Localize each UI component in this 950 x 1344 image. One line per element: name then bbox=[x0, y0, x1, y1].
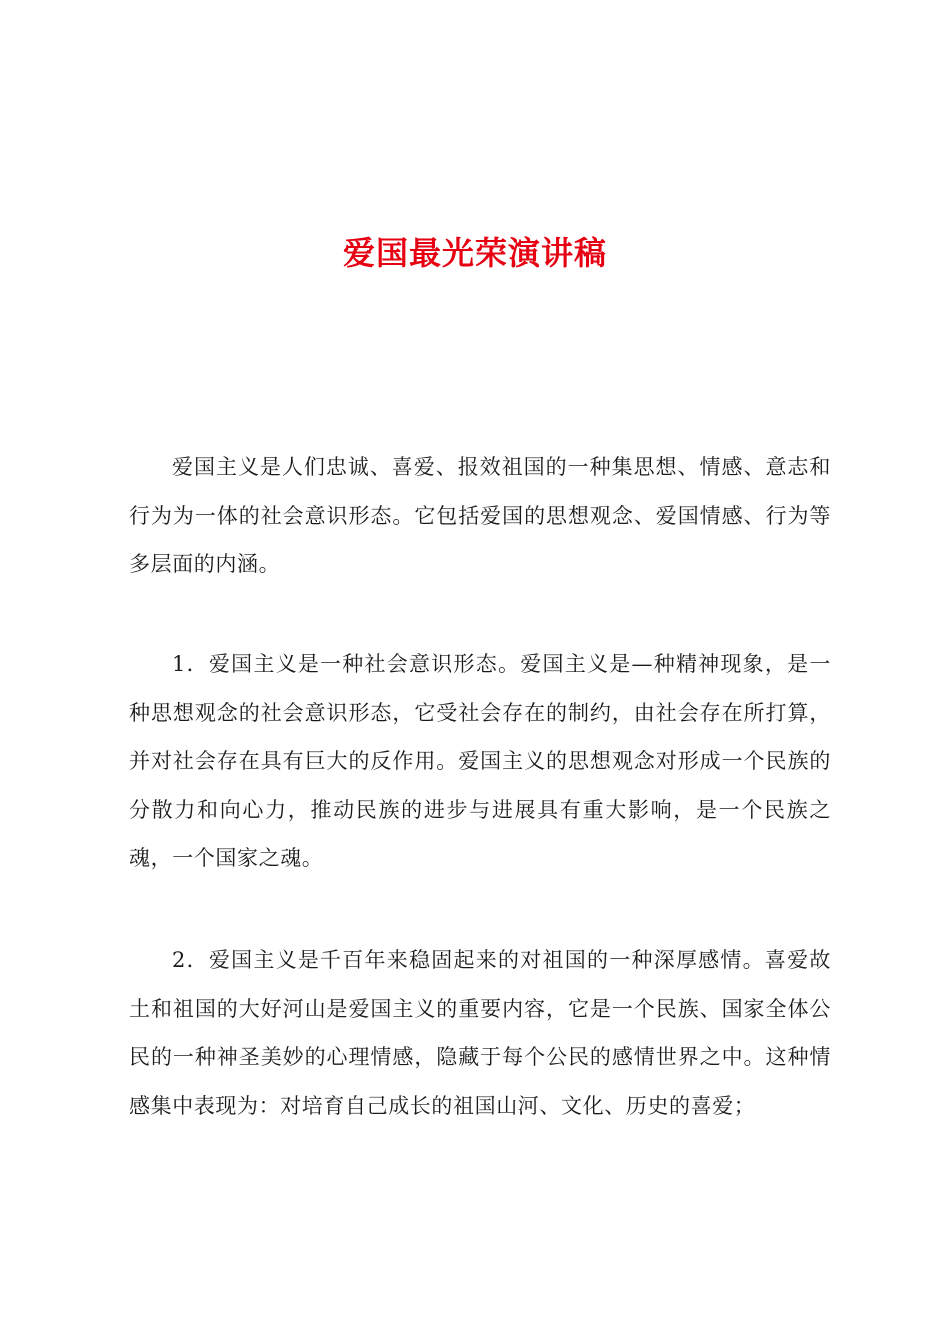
paragraph-intro: 爱国主义是人们忠诚、喜爱、报效祖国的一种集思想、情感、意志和行为为一体的社会意识形态。它包括爱国的思想观念、爱国情感、行为等多层面的内涵。 bbox=[129, 455, 831, 576]
paragraph-point-2: 2．爱国主义是千百年来稳固起来的对祖国的一种深厚感情。喜爱故土和祖国的大好河山是爱国主义的重要内容，它是一个民族、国家全体公民的一种神圣美妙的心理情感，隐藏于每个公民的感情世界之中。这种情感集中表现为：对培育自己成长的祖国山河、文化、历史的喜爱； bbox=[129, 948, 831, 1118]
paragraph-point-1: 1．爱国主义是一种社会意识形态。爱国主义是—种精神现象，是一种思想观念的社会意识形态，它受社会存在的制约，由社会存在所打算，并对社会存在具有巨大的反作用。爱国主义的思想观念对形成一个民族的分散力和向心力，推动民族的进步与进展具有重大影响，是一个民族之魂，一个国家之魂。 bbox=[129, 652, 831, 870]
document-title: 爱国最光荣演讲稿 bbox=[342, 234, 607, 273]
